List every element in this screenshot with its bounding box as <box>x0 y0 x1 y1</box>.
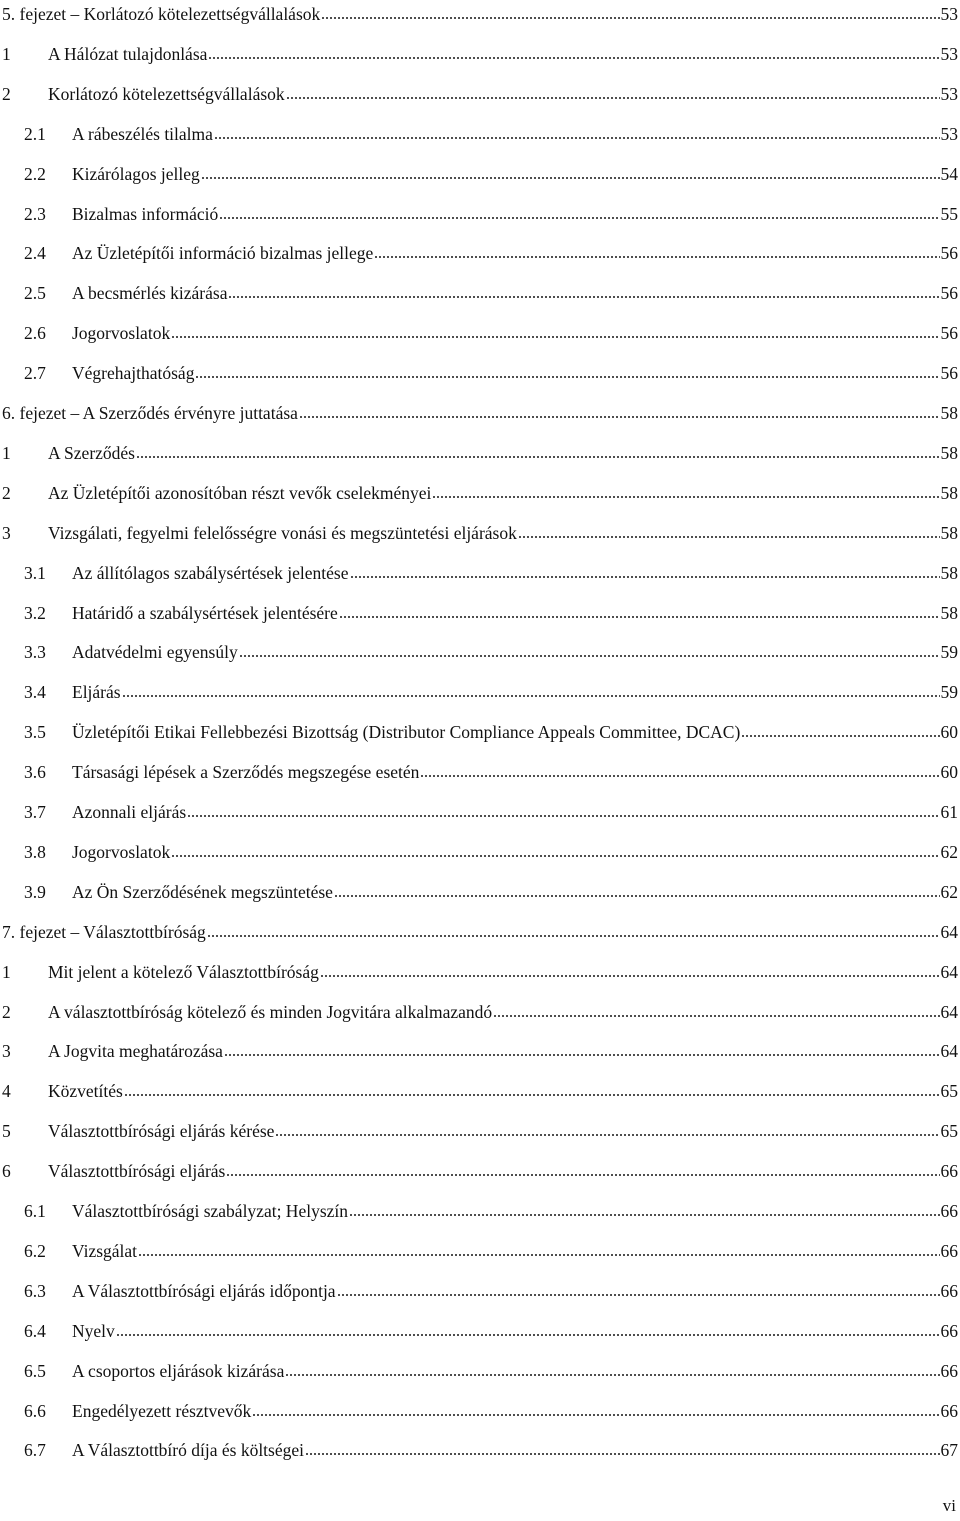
toc-entry-number: 1 <box>2 43 11 64</box>
toc-entry[interactable] <box>0 278 958 304</box>
toc-entry[interactable] <box>0 1276 958 1302</box>
toc-entry-page: 58 <box>940 403 958 423</box>
toc-entry-title: Vizsgálat <box>72 1240 138 1261</box>
toc-entry-page: 66 <box>940 1161 958 1182</box>
dot-leader <box>305 1452 940 1456</box>
toc-entry[interactable] <box>0 917 958 943</box>
toc-entry-title: Jogorvoslatok <box>72 841 171 862</box>
toc-entry-page: 53 <box>940 123 958 144</box>
toc-entry-number: 2.1 <box>24 123 46 144</box>
toc-entry[interactable] <box>0 558 958 584</box>
dot-leader <box>285 1373 939 1377</box>
toc-entry-title: Az Üzletépítői információ bizalmas jellege <box>72 243 374 264</box>
toc-entry-page: 64 <box>940 921 958 942</box>
toc-entry-title: A Hálózat tulajdonlása <box>48 43 208 64</box>
toc-entry[interactable] <box>0 119 958 145</box>
toc-entry-page: 53 <box>940 83 958 104</box>
toc-entry[interactable] <box>0 79 958 105</box>
toc-entry[interactable] <box>0 1196 958 1222</box>
page-number: vi <box>942 1496 956 1515</box>
toc-entry[interactable] <box>0 1316 958 1342</box>
toc-entry[interactable] <box>0 159 958 185</box>
toc-entry-page: 67 <box>940 1440 958 1461</box>
toc-entry-page: 62 <box>940 881 958 902</box>
toc-entry-title: Engedélyezett résztvevők <box>72 1400 252 1421</box>
toc-entry[interactable] <box>0 598 958 624</box>
dot-leader <box>350 575 940 579</box>
toc-entry-number: 2.2 <box>24 163 46 184</box>
dot-leader <box>136 455 940 459</box>
toc-entry-number: 6.1 <box>24 1201 46 1221</box>
toc-entry-page: 64 <box>940 1001 958 1022</box>
toc-entry-title: Vizsgálati, fegyelmi felelősségre vonási és megszüntetési eljárások <box>48 522 517 543</box>
dot-leader <box>187 814 939 818</box>
toc-entry-page: 66 <box>940 1360 958 1381</box>
toc-entry-title: Választottbírósági eljárás <box>48 1161 226 1182</box>
toc-entry[interactable] <box>0 997 958 1023</box>
toc-entry-title: Kizárólagos jelleg <box>72 163 200 184</box>
dot-leader <box>226 1173 939 1177</box>
toc-entry-number: 3.7 <box>24 802 46 822</box>
toc-entry-number: 2 <box>2 1001 11 1022</box>
toc-entry-number: 6.7 <box>24 1440 46 1461</box>
toc-entry-page: 58 <box>940 562 958 583</box>
toc-entry-number: 1 <box>2 442 11 463</box>
toc-entry-number: 3.8 <box>24 841 46 862</box>
toc-entry-title: A rábeszélés tilalma <box>72 123 213 144</box>
toc-entry-number: 3 <box>2 522 11 543</box>
toc-entry[interactable] <box>0 837 958 863</box>
toc-entry[interactable] <box>0 518 958 544</box>
toc-entry[interactable] <box>0 757 958 783</box>
toc-entry-number: 3.4 <box>24 682 46 703</box>
toc-entry-number: 3.1 <box>24 562 46 583</box>
dot-leader <box>349 1213 939 1217</box>
dot-leader <box>138 1253 939 1257</box>
dot-leader <box>224 1053 940 1057</box>
toc-entry-number: 6.4 <box>24 1320 46 1341</box>
toc-entry[interactable] <box>0 358 958 384</box>
toc-entry-title: Az Ön Szerződésének megszüntetése <box>72 881 333 902</box>
toc-entry[interactable] <box>0 1156 958 1182</box>
toc-entry-title: Közvetítés <box>48 1081 123 1102</box>
toc-entry-page: 62 <box>940 841 958 862</box>
dot-leader <box>518 535 940 539</box>
toc-entry-number: 3.5 <box>24 722 46 743</box>
toc-entry-page: 54 <box>940 163 958 184</box>
toc-entry-number: 3.6 <box>24 762 46 783</box>
toc-entry-number: 6.5 <box>24 1360 46 1381</box>
toc-entry-number: 2.3 <box>24 203 46 224</box>
toc-entry-title: Választottbírósági eljárás kérése <box>48 1121 275 1142</box>
toc-entry[interactable] <box>0 238 958 264</box>
toc-entry-page: 59 <box>940 642 958 663</box>
toc-entry-title: A csoportos eljárások kizárása <box>72 1360 285 1381</box>
dot-leader <box>374 255 939 259</box>
toc-entry[interactable] <box>0 957 958 983</box>
toc-entry-page: 56 <box>940 363 958 384</box>
toc-entry-title: Az állítólagos szabálysértések jelentése <box>72 562 349 583</box>
toc-entry-number: 1 <box>2 961 11 982</box>
toc-entry-number: 5. fejezet – Korlátozó kötelezettségvállalások <box>2 4 321 24</box>
toc-entry-title: Az Üzletépítői azonosítóban részt vevők cselekményei <box>48 482 432 503</box>
toc-entry-page: 60 <box>940 722 958 743</box>
dot-leader <box>219 216 939 220</box>
toc-entry-page: 60 <box>940 762 958 783</box>
toc-entry-number: 3.3 <box>24 642 46 663</box>
dot-leader <box>239 654 940 658</box>
toc-entry-page: 64 <box>940 961 958 982</box>
toc-entry-number: 6.2 <box>24 1240 46 1261</box>
toc-entry-page: 55 <box>940 203 958 224</box>
dot-leader <box>208 56 939 60</box>
toc-entry-page: 64 <box>940 1041 958 1062</box>
toc-entry-number: 6.6 <box>24 1400 46 1421</box>
toc-entry[interactable] <box>0 438 958 464</box>
toc-entry-title: Választottbírósági szabályzat; Helyszín <box>72 1201 349 1221</box>
toc-entry[interactable] <box>0 398 958 424</box>
toc-entry[interactable] <box>0 1076 958 1102</box>
toc-entry-number: 2.5 <box>24 283 46 304</box>
toc-entry-number: 2.4 <box>24 243 46 264</box>
dot-leader <box>171 335 939 339</box>
toc-entry-page: 65 <box>940 1121 958 1142</box>
toc-entry-number: 6.3 <box>24 1280 46 1301</box>
toc-entry-number: 5 <box>2 1121 11 1142</box>
toc-entry[interactable] <box>0 1236 958 1262</box>
toc-entry-title: Végrehajthatóság <box>72 363 195 384</box>
toc-entry-page: 59 <box>940 682 958 703</box>
toc-entry-number: 2.6 <box>24 323 46 344</box>
dot-leader <box>275 1133 939 1137</box>
toc-entry-number: 2 <box>2 482 11 503</box>
toc-entry-number: 3.2 <box>24 602 46 623</box>
dot-leader <box>122 694 940 698</box>
toc-entry-page: 53 <box>940 43 958 64</box>
dot-leader <box>124 1093 940 1097</box>
toc-entry-page: 53 <box>940 4 958 24</box>
toc-entry-page: 58 <box>940 482 958 503</box>
dot-leader <box>741 734 939 738</box>
dot-leader <box>195 375 939 379</box>
toc-entry[interactable] <box>0 637 958 663</box>
toc-entry-title: Korlátozó kötelezettségvállalások <box>48 83 285 104</box>
dot-leader <box>207 934 940 938</box>
toc-entry-number: 7. fejezet – Választottbíróság <box>2 921 206 942</box>
toc-entry-number: 2.7 <box>24 363 46 384</box>
dot-leader <box>228 295 939 299</box>
toc-entry-title: Mit jelent a kötelező Választottbíróság <box>48 961 319 982</box>
toc-entry-title: Adatvédelmi egyensúly <box>72 642 238 663</box>
toc-entry-title: A Szerződés <box>48 442 135 463</box>
toc-entry-page: 65 <box>940 1081 958 1102</box>
dot-leader <box>116 1333 940 1337</box>
toc-entry-page: 66 <box>940 1400 958 1421</box>
toc-entry[interactable] <box>0 1116 958 1142</box>
toc-entry-page: 56 <box>940 323 958 344</box>
toc-entry-title: A Választottbíró díja és költségei <box>72 1440 304 1461</box>
dot-leader <box>286 96 940 100</box>
toc-entry-title: Eljárás <box>72 682 121 703</box>
dot-leader <box>432 495 939 499</box>
dot-leader <box>321 16 939 20</box>
toc-entry[interactable] <box>0 1036 958 1062</box>
toc-entry-page: 58 <box>940 442 958 463</box>
toc-entry[interactable] <box>0 717 958 743</box>
toc-entry[interactable] <box>0 1435 958 1461</box>
toc-entry-number: 3.9 <box>24 881 46 902</box>
toc-entry-page: 66 <box>940 1280 958 1301</box>
toc-entry-number: 3 <box>2 1041 11 1062</box>
toc-entry-number: 4 <box>2 1081 11 1102</box>
toc-entry[interactable] <box>0 1356 958 1382</box>
toc-entry-title: Azonnali eljárás <box>72 802 187 822</box>
toc-entry-page: 66 <box>940 1240 958 1261</box>
dot-leader <box>252 1413 939 1417</box>
toc-entry[interactable] <box>0 318 958 344</box>
dot-leader <box>299 415 940 419</box>
toc-entry-title: Bizalmas információ <box>72 203 219 224</box>
dot-leader <box>337 1293 940 1297</box>
toc-entry-title: Üzletépítői Etikai Fellebbezési Bizottság (Distributor Compliance Appeals Committee, DCAC) <box>72 722 741 743</box>
toc-entry[interactable] <box>0 39 958 65</box>
toc-entry-title: A választottbíróság kötelező és minden Jogvitára alkalmazandó <box>48 1001 493 1022</box>
toc-entry-number: 6 <box>2 1161 11 1182</box>
toc-entry[interactable] <box>0 877 958 903</box>
toc-entry-page: 58 <box>940 602 958 623</box>
toc-entry-title: A Választottbírósági eljárás időpontja <box>72 1280 336 1301</box>
toc-entry-page: 56 <box>940 283 958 304</box>
dot-leader <box>214 136 940 140</box>
toc-entry-page: 61 <box>940 802 958 822</box>
toc-entry-title: A Jogvita meghatározása <box>48 1041 223 1062</box>
dot-leader <box>171 854 939 858</box>
toc-entry-page: 58 <box>940 522 958 543</box>
dot-leader <box>420 774 939 778</box>
toc-entry-page: 56 <box>940 243 958 264</box>
dot-leader <box>493 1014 939 1018</box>
toc-entry-number: 6. fejezet – A Szerződés érvényre juttatása <box>2 403 298 423</box>
toc-entry-title: Társasági lépések a Szerződés megszegése esetén <box>72 762 420 783</box>
toc-entry-number: 2 <box>2 83 11 104</box>
toc-entry[interactable] <box>0 199 958 225</box>
toc-entry[interactable] <box>0 0 958 25</box>
dot-leader <box>320 974 940 978</box>
toc-entry-title: Határidő a szabálysértések jelentésére <box>72 602 338 623</box>
toc-entry[interactable] <box>0 797 958 823</box>
toc-entry-page: 66 <box>940 1320 958 1341</box>
toc-entry-page: 66 <box>940 1201 958 1221</box>
dot-leader <box>201 176 940 180</box>
dot-leader <box>339 615 940 619</box>
toc-entry[interactable] <box>0 478 958 504</box>
dot-leader <box>334 894 940 898</box>
toc-entry-title: Nyelv <box>72 1320 115 1341</box>
toc-entry-title: A becsmérlés kizárása <box>72 283 228 304</box>
toc-entry[interactable] <box>0 1396 958 1422</box>
toc-entry[interactable] <box>0 677 958 703</box>
toc-entry-title: Jogorvoslatok <box>72 323 171 344</box>
